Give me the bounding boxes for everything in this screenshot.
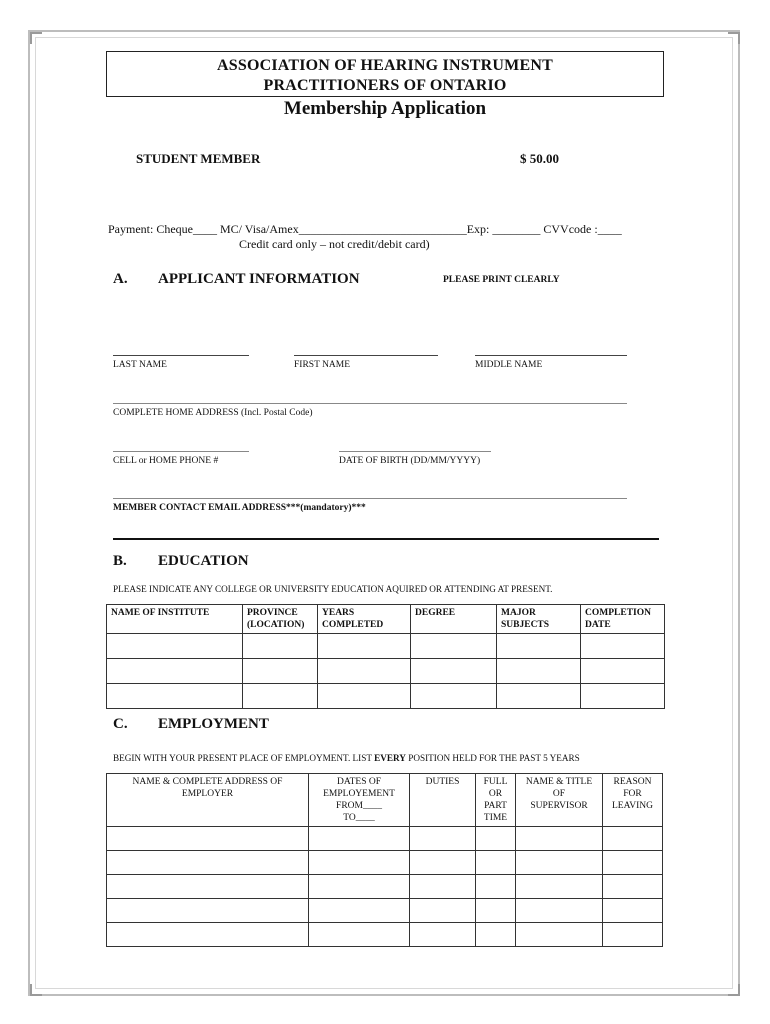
emp-col-duties: DUTIES bbox=[410, 774, 476, 827]
corner-ornament-br bbox=[728, 984, 740, 996]
section-divider bbox=[113, 538, 659, 540]
middle-name-label: MIDDLE NAME bbox=[475, 360, 543, 370]
table-row[interactable] bbox=[107, 899, 663, 923]
home-address-field[interactable] bbox=[113, 403, 627, 404]
emp-col-reason: REASON FOR LEAVING bbox=[603, 774, 663, 827]
payment-line[interactable]: Payment: Cheque____ MC/ Visa/Amex____________________________Exp: ________ CVVcode :____ bbox=[108, 222, 622, 236]
middle-name-field[interactable] bbox=[475, 355, 627, 356]
org-header-box bbox=[106, 51, 664, 97]
corner-ornament-tr bbox=[728, 32, 740, 44]
section-c-letter: C. bbox=[113, 716, 128, 732]
membership-type: STUDENT MEMBER bbox=[136, 151, 261, 166]
table-row[interactable] bbox=[107, 923, 663, 947]
section-a-letter: A. bbox=[113, 271, 128, 287]
last-name-field[interactable] bbox=[113, 355, 249, 356]
section-c-title: EMPLOYMENT bbox=[158, 716, 269, 732]
emp-col-supervisor: NAME & TITLE OF SUPERVISOR bbox=[516, 774, 603, 827]
emp-col-full-part: FULL OR PART TIME bbox=[476, 774, 516, 827]
payment-note: Credit card only – not credit/debit card) bbox=[239, 237, 430, 251]
emp-col-dates: DATES OF EMPLOYEMENT FROM____ TO____ bbox=[309, 774, 410, 827]
table-row[interactable] bbox=[107, 875, 663, 899]
corner-ornament-bl bbox=[30, 984, 42, 996]
employment-header-row bbox=[107, 774, 663, 827]
table-row[interactable] bbox=[107, 851, 663, 875]
section-b-title: EDUCATION bbox=[158, 553, 249, 569]
table-row[interactable] bbox=[107, 634, 665, 659]
employment-table bbox=[106, 773, 663, 947]
table-row[interactable] bbox=[107, 659, 665, 684]
emp-col-employer: NAME & COMPLETE ADDRESS OF EMPLOYER bbox=[107, 774, 309, 827]
education-table bbox=[106, 604, 665, 709]
print-clearly-note: PLEASE PRINT CLEARLY bbox=[443, 275, 560, 285]
section-a-title: APPLICANT INFORMATION bbox=[158, 271, 360, 287]
edu-col-degree: DEGREE bbox=[411, 605, 497, 634]
home-address-label: COMPLETE HOME ADDRESS (Incl. Postal Code) bbox=[113, 408, 313, 418]
edu-col-years: YEARS COMPLETED bbox=[318, 605, 411, 634]
form-title: Membership Application bbox=[283, 98, 487, 119]
dob-label: DATE OF BIRTH (DD/MM/YYYY) bbox=[339, 456, 481, 466]
org-name-line2: PRACTITIONERS OF ONTARIO bbox=[263, 77, 507, 94]
section-b-letter: B. bbox=[113, 553, 127, 569]
membership-fee: $ 50.00 bbox=[520, 151, 559, 166]
phone-label: CELL or HOME PHONE # bbox=[113, 456, 219, 466]
table-row[interactable] bbox=[107, 684, 665, 709]
first-name-label: FIRST NAME bbox=[294, 360, 351, 370]
email-field[interactable] bbox=[113, 498, 627, 499]
edu-col-institute: NAME OF INSTITUTE bbox=[107, 605, 243, 634]
employment-instruction: BEGIN WITH YOUR PRESENT PLACE OF EMPLOYMENT. LIST EVERY POSITION HELD FOR THE PAST 5 YEARS bbox=[113, 753, 580, 763]
table-row[interactable] bbox=[107, 827, 663, 851]
dob-field[interactable] bbox=[339, 451, 491, 452]
edu-col-completion: COMPLETION DATE bbox=[581, 605, 665, 634]
education-header-row bbox=[107, 605, 665, 634]
email-label: MEMBER CONTACT EMAIL ADDRESS***(mandatory)*** bbox=[113, 503, 366, 513]
phone-field[interactable] bbox=[113, 451, 249, 452]
education-instruction: PLEASE INDICATE ANY COLLEGE OR UNIVERSITY EDUCATION AQUIRED OR ATTENDING AT PRESENT. bbox=[113, 584, 553, 594]
edu-col-province: PROVINCE (LOCATION) bbox=[243, 605, 318, 634]
org-name-line1: ASSOCIATION OF HEARING INSTRUMENT bbox=[217, 57, 553, 74]
corner-ornament-tl bbox=[30, 32, 42, 44]
first-name-field[interactable] bbox=[294, 355, 438, 356]
edu-col-major: MAJOR SUBJECTS bbox=[497, 605, 581, 634]
last-name-label: LAST NAME bbox=[113, 360, 167, 370]
